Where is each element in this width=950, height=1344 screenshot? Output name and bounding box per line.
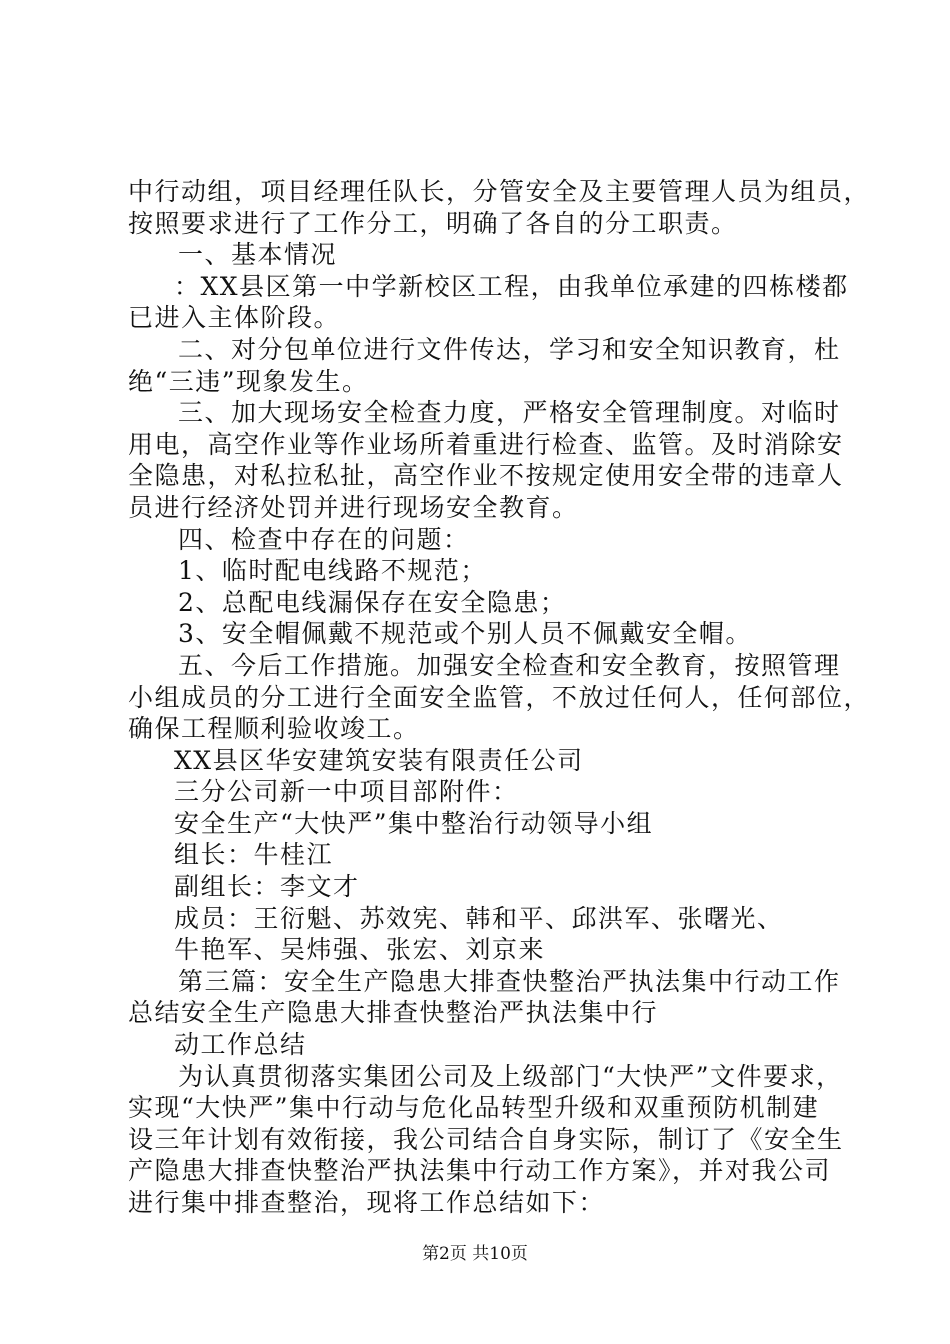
list-item: 3、安全帽佩戴不规范或个别人员不佩戴安全帽。 — [178, 619, 752, 649]
text-line: 设三年计划有效衔接，我公司结合自身实际，制订了《安全生 — [128, 1124, 844, 1154]
text-line: 小组成员的分工进行全面安全监管，不放过任何人，任何部位， — [128, 682, 871, 712]
text-line: 三、加大现场安全检查力度，严格安全管理制度。对临时 — [178, 398, 841, 428]
group-members: 成员：王衍魁、苏效宪、韩和平、邱洪军、张曙光、 — [174, 903, 784, 933]
section-heading: 四、检查中存在的问题： — [178, 524, 470, 554]
text-line: 已进入主体阶段。 — [128, 303, 341, 333]
text-line: 用电，高空作业等作业场所着重进行检查、监管。及时消除安 — [128, 429, 844, 459]
section-heading: 一、基本情况 — [178, 240, 338, 270]
text-line: 中行动组，项目经理任队长，分管安全及主要管理人员为组员， — [128, 177, 871, 206]
text-line: 全隐患，对私拉私扯，高空作业不按规定使用安全带的违章人 — [128, 461, 844, 491]
text-line: 产隐患大排查快整治严执法集中行动工作方案》，并对我公司 — [128, 1156, 832, 1186]
list-item: 1、临时配电线路不规范； — [178, 556, 487, 586]
group-deputy: 副组长：李文才 — [174, 872, 360, 902]
text-line: 进行集中排查整治，现将工作总结如下： — [128, 1188, 606, 1217]
document-body — [128, 176, 871, 1219]
text-line: 五、今后工作措施。加强安全检查和安全教育，按照管理 — [178, 650, 841, 680]
text-line: 二、对分包单位进行文件传达，学习和安全知识教育，杜 — [178, 334, 841, 364]
chapter-heading: 动工作总结 — [174, 1030, 307, 1060]
text-line: ：XX县区第一中学新校区工程，由我单位承建的四栋楼都 — [174, 271, 849, 301]
text-line: 按照要求进行了工作分工，明确了各自的分工职责。 — [128, 208, 738, 238]
text-line: 绝“三违”现象发生。 — [128, 366, 369, 396]
text-line: 三分公司新一中项目部附件： — [174, 777, 519, 807]
text-line: 为认真贯彻落实集团公司及上级部门“大快严”文件要求， — [178, 1061, 843, 1091]
group-leader: 组长：牛桂江 — [174, 840, 334, 870]
chapter-heading: 第三篇：安全生产隐患大排查快整治严执法集中行动工作 — [178, 966, 841, 996]
text-line: 员进行经济处罚并进行现场安全教育。 — [128, 492, 579, 522]
page-number-footer: 第2页 共10页 — [422, 1244, 528, 1264]
text-line: 实现“大快严”集中行动与危化品转型升级和双重预防机制建 — [128, 1093, 820, 1123]
group-title: 安全生产“大快严”集中整治行动领导小组 — [174, 808, 654, 838]
list-item: 2、总配电线漏保存在安全隐患； — [178, 587, 567, 617]
text-line: 确保工程顺利验收竣工。 — [128, 714, 420, 744]
chapter-heading: 总结安全生产隐患大排查快整治严执法集中行 — [128, 998, 659, 1028]
group-members: 牛艳军、吴炜强、张宏、刘京来 — [174, 935, 546, 965]
company-name: XX县区华安建筑安装有限责任公司 — [174, 745, 584, 775]
